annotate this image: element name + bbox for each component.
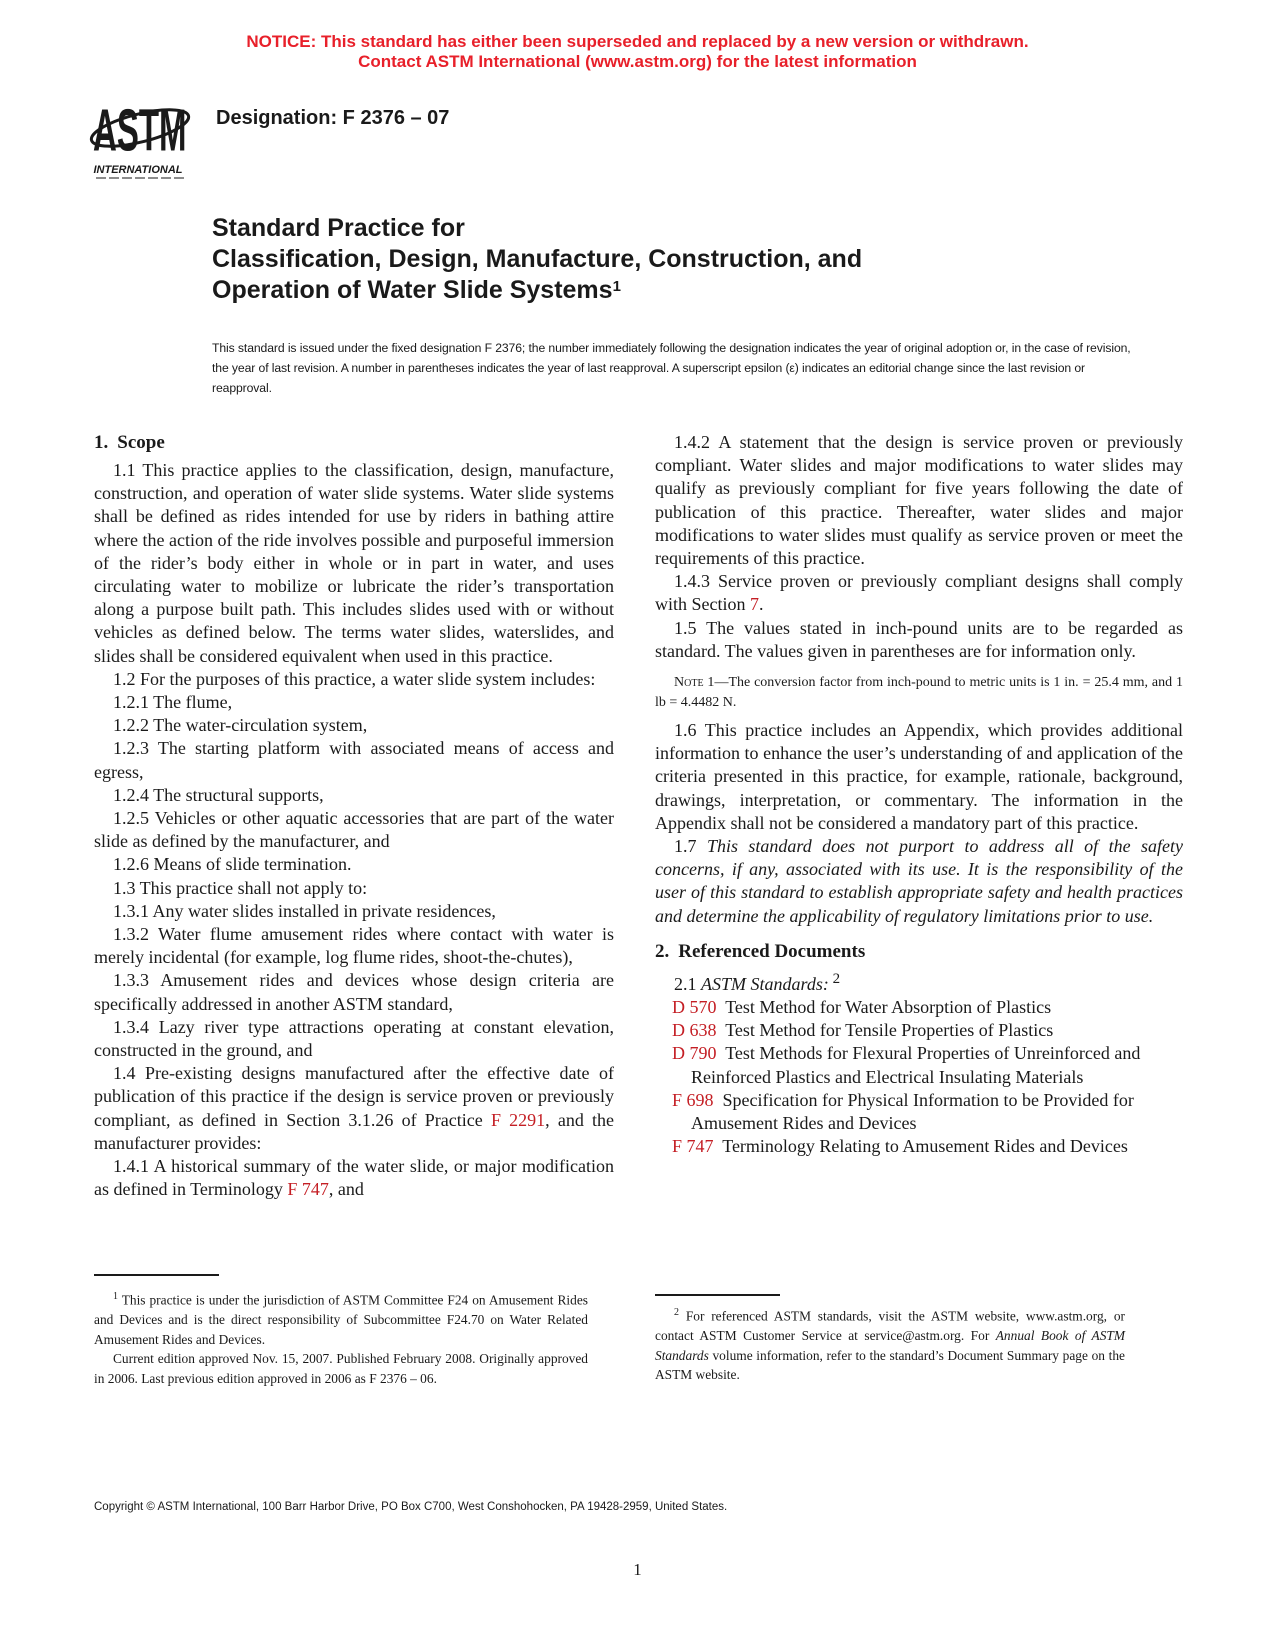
reference-item: D 638 Test Method for Tensile Properties of Plastics	[672, 1020, 1054, 1041]
reference-code[interactable]: F 698	[672, 1089, 714, 1110]
para-1-3-3: 1.3.3 Amusement rides and devices whose design criteria are specifically addressed in another ASTM standard,	[94, 970, 614, 1014]
para-1-2-3: 1.2.3 The starting platform with associated means of access and egress,	[94, 738, 614, 782]
reference-item: D 790 Test Methods for Flexural Properties of Unreinforced and Reinforced Plastics and Electrical Insulating Materials	[672, 1043, 1141, 1087]
link-section-7[interactable]: 7	[750, 594, 759, 615]
astm-logo	[88, 90, 200, 185]
footnote-2: $^2$ For referenced ASTM standards, visit the ASTM website, www.astm.org, or contact ASTM Customer Service at service@astm.org. For Annual Book of ASTM Standards volume information, refer to the standard’s Document Summary page on the ASTM website.	[655, 1307, 1126, 1383]
svg-text:ASTM: ASTM	[93, 98, 187, 165]
section-heading-referenced-documents: 2. Referenced Documents	[655, 940, 866, 962]
logo-international-text: INTERNATIONAL	[93, 164, 183, 176]
para-1-3-1: 1.3.1 Any water slides installed in private residences,	[113, 900, 496, 921]
para-1-3-4: 1.3.4 Lazy river type attractions operating at constant elevation, constructed in the ground, and	[94, 1016, 614, 1061]
section-heading-scope: 1. Scope	[94, 432, 165, 453]
reference-item: D 570 Test Method for Water Absorption of Plastics	[672, 997, 1052, 1018]
para-1-2-4: 1.2.4 The structural supports,	[113, 784, 324, 805]
title-line-2: Classification, Design, Manufacture, Construction, and	[212, 245, 863, 273]
copyright-line: Copyright © ASTM International, 100 Barr Harbor Drive, PO Box C700, West Conshohocken, PA 19428-2959, United States.	[94, 1501, 728, 1513]
reference-code[interactable]: D 570	[672, 997, 717, 1018]
para-1-4: 1.4 Pre-existing designs manufactured after the effective date of publication of this practice if the design is service proven or previously compliant, as defined in Section 3.1.26 of Practice F 2291, and the manufacturer provides:	[94, 1063, 615, 1153]
title-footnote-mark[interactable]: 1	[612, 278, 621, 295]
issued-statement: This standard is issued under the fixed designation F 2376; the number immediately following the designation indicates the year of original adoption or, in the case of revision, the year of last revision. A number in parentheses indicates the year of last reapproval. A superscript epsilon (ε) indicates an editorial change since the last revision or reapproval.	[212, 341, 1131, 395]
footnote-mark-2[interactable]: 2	[828, 970, 841, 987]
document-title	[212, 213, 862, 306]
reference-item: F 698 Specification for Physical Information to be Provided for Amusement Rides and Devices	[672, 1089, 1134, 1134]
para-1-2-1: 1.2.1 The flume,	[113, 692, 233, 713]
note-1: Note 1—The conversion factor from inch-pound to metric units is 1 in. = 25.4 mm, and 1 lb = 4.4482 N.	[655, 675, 1183, 711]
reference-item: F 747 Terminology Relating to Amusement Rides and Devices	[672, 1136, 1128, 1157]
para-1-2-2: 1.2.2 The water-circulation system,	[113, 715, 368, 736]
link-f2291[interactable]: F 2291	[490, 1109, 546, 1130]
para-1-2-6: 1.2.6 Means of slide termination.	[113, 854, 352, 875]
title-line-3: Operation of Water Slide Systems$^1$	[212, 276, 621, 304]
title-line-1: Standard Practice for	[212, 214, 465, 242]
reference-code[interactable]: F 747	[672, 1136, 714, 1157]
reference-code[interactable]: D 790	[672, 1043, 717, 1064]
para-1-2-5: 1.2.5 Vehicles or other aquatic accessories that are part of the water slide as defined by the manufacturer, and	[94, 808, 614, 852]
para-1-4-3: 1.4.3 Service proven or previously compliant designs shall comply with Section 7.	[655, 571, 1183, 615]
para-1-5: 1.5 The values stated in inch-pound units are to be regarded as standard. The values given in parentheses are for information only.	[655, 617, 1183, 661]
reference-code[interactable]: D 638	[672, 1020, 717, 1041]
para-1-1: 1.1 This practice applies to the classification, design, manufacture, construction, and operation of water slide systems. Water slide systems shall be defined as rides intended for use by riders in bathing attire where the action of the ride involves possible and purposeful immersion of the rider’s body either in whole or in part in water, and uses circulating water to mobilize or lubricate the rider’s transportation along a purpose built path. This includes slides used with or without vehicles as defined below. The terms water slides, waterslides, and slides shall be considered equivalent when used in this practice.	[94, 460, 614, 666]
para-1-2: 1.2 For the purposes of this practice, a water slide system includes:	[113, 668, 596, 689]
para-1-3-2: 1.3.2 Water flume amusement rides where contact with water is merely incidental (for example, log flume rides, shoot-the-chutes),	[94, 924, 614, 968]
para-1-4-2: 1.4.2 A statement that the design is service proven or previously compliant. Water slides and major modifications to water slides may qualify as previously compliant for five years following the date of publication of this practice. Thereafter, water slides and major modifications to water slides must qualify as service proven or meet the requirements of this practice.	[655, 432, 1183, 569]
footnote-rule-right	[655, 1294, 780, 1296]
astm-logo-icon	[88, 90, 200, 185]
link-f747[interactable]: F 747	[287, 1179, 329, 1200]
withdrawn-notice	[0, 32, 1275, 72]
footnote-1: $^1$ This practice is under the jurisdiction of ASTM Committee F24 on Amusement Rides and Devices and is the direct responsibility of Subcommittee F24.70 on Water Related Amusement Rides and Devices. Current edition approved Nov. 15, 2007. Published February 2008. Originally approved in 2006. Last previous edition approved in 2006 as F 2376 – 06.	[94, 1291, 588, 1386]
para-1-3: 1.3 This practice shall not apply to:	[113, 877, 368, 898]
para-1-4-1: 1.4.1 A historical summary of the water slide, or major modification as defined in Terminology F 747, and	[94, 1156, 614, 1200]
para-2-1: 2.1 ASTM Standards: $^2$	[674, 970, 841, 994]
para-1-6: 1.6 This practice includes an Appendix, which provides additional information to enhance the user’s understanding of and application of the criteria presented in this practice, for example, rationale, background, drawings, interpretation, or commentary. The information in the Appendix shall not be considered a mandatory part of this practice.	[655, 720, 1183, 833]
notice-line-1: NOTICE: This standard has either been superseded and replaced by a new version or withdrawn.	[246, 32, 1029, 51]
page-number: 1	[633, 1560, 642, 1579]
footnote-rule-left	[94, 1274, 219, 1276]
reference-list	[655, 996, 1183, 1158]
para-1-7: 1.7 This standard does not purport to address all of the safety concerns, if any, associated with its use. It is the responsibility of the user of this standard to establish appropriate safety and health practices and determine the applicability of regulatory limitations prior to use.	[655, 836, 1183, 926]
left-column	[94, 431, 614, 1202]
designation: Designation: F 2376 – 07	[216, 107, 450, 129]
notice-line-2: Contact ASTM International (www.astm.org) for the latest information	[358, 52, 917, 71]
right-column	[655, 431, 1183, 1158]
